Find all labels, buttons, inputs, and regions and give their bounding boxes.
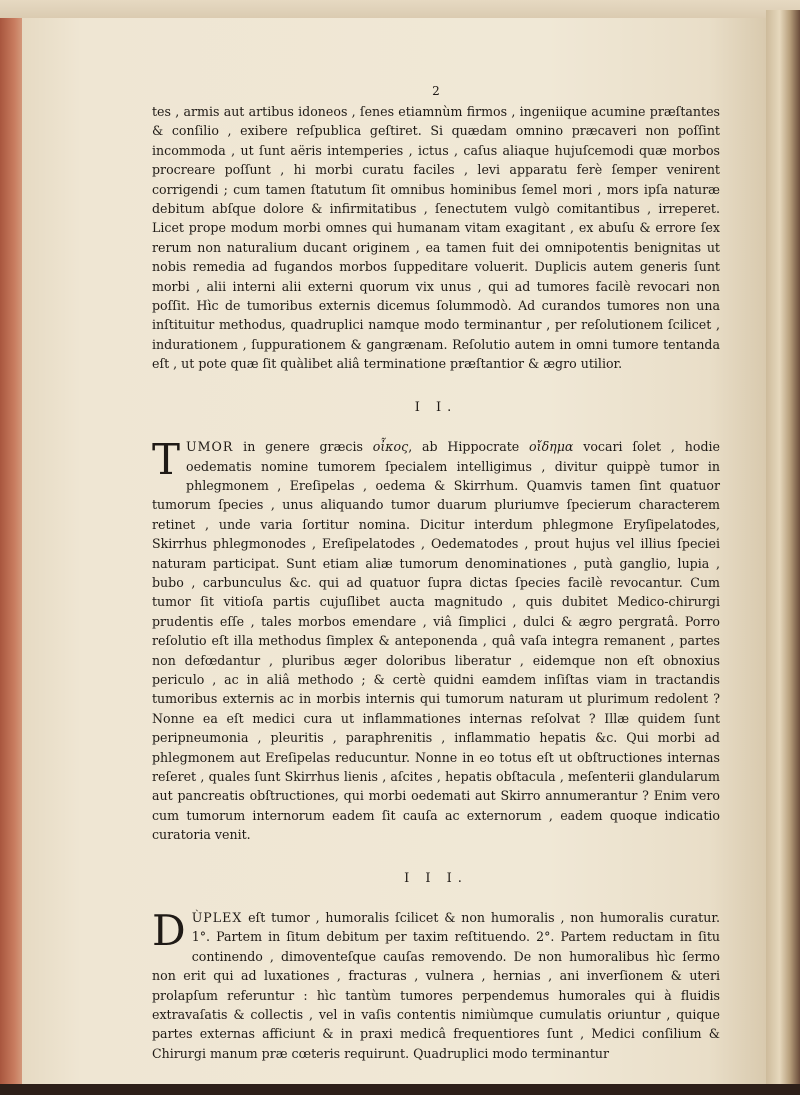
bottom-shadow	[0, 1084, 800, 1095]
page-number: 2	[432, 84, 440, 98]
section-ii-text-b: , ab Hippocrate	[408, 439, 530, 455]
section-iii-first-word: ÙPLEX	[191, 910, 243, 926]
greek-word-oikos: οἶκος	[372, 439, 409, 455]
section-ii-text-a: in genere græcis	[233, 439, 373, 455]
section-heading-ii: I I.	[414, 399, 458, 415]
drop-cap-d: D	[152, 906, 186, 956]
opening-paragraph: tes , armis aut artibus idoneos , ſenes etiamnùm firmos , ingeniique acumine præſtantes & conſilio , exibere reſpublica geſtiret. Si quædam omnino præcaveri non poſſint incommoda , ut ſunt aëris intemperies , ictus , caſus aliaque hujuſcemodi quæ morbos procreare poſſunt , hi morbi curatu faciles , levi apparatu ferè ſemper venirent corrigendi ; cum tamen ſtatutum ſit omnibus hominibus ſemel mori , mors ipſa naturæ debitum abſque dolore & infirmitatibus , ſenectutem vulgò comitantibus , irreperet. Licet prope modum morbi omnes qui humanam vitam exagitant , ex abuſu & errore ſex rerum non naturalium ducant originem , ea tamen fuit dei omnipotentis benignitas ut nobis remedia ad fugandos morbos ſuppeditare voluerit. Duplicis autem generis ſunt morbi , alii interni alii externi quorum vix unus , qui ad tumores facilè revocari non poſſit. Hìc de tumoribus externis dicemus ſolummodò. Ad curandos tumores non una inſtituitur methodus, quadruplici namque modo terminantur , per reſolutionem ſcilicet , indurationem , ſuppurationem & gangrænam. Reſolutio autem in omni tumore tentanda eſt , ut pote quæ ſit quàlibet aliâ terminatione præſtantior & ægro utilior.	[152, 104, 720, 372]
section-ii-paragraph	[152, 437, 720, 845]
page-stack-edge	[766, 10, 800, 1090]
section-iii-paragraph	[152, 908, 720, 1063]
section-iii-text: eſt tumor , humoralis ſcilicet & non humoralis , non humoralis curatur. 1°. Partem in ſitum debitum per taxim reſtituendo. 2°. Partem reductam in ſitu continendo , dimoventeſque cauſas removendo. De non humoralibus hìc ſermo non erit qui ad luxationes , fracturas , vulnera , hernias , ani inverſionem & uteri prolapſum referuntur : hìc tantùm tumores perpendemus humorales qui à fluidis extravaſatis & collectis , vel in vaſis contentis nimiùmque cumulatis oriuntur , quique partes externas afficiunt & in praxi medicâ frequentiores ſunt , Medici conſilium & Chirurgi manum præ cœteris requirunt. Quadruplici modo terminantur	[152, 910, 720, 1061]
section-ii-text-c: vocari ſolet , hodie oedematis nomine tumorem ſpecialem intelligimus , divitur quippè tumor in phlegmonem , Ereſipelas , oedema & Skirrhum. Quamvis tamen ſint quatuor tumorum ſpecies , unus aliquando tumor duarum pluriumve ſpecierum characterem retinet , unde varia ſortitur nomina. Dicitur interdum phlegmone Eryſipelatodes, Skirrhus phlegmonodes , Ereſipelatodes , Oedematodes , prout hujus vel illius ſpeciei naturam participat. Sunt etiam aliæ tumorum denominationes , putà ganglio, lupia , bubo , carbunculus &c. qui ad quatuor ſupra dictas ſpecies facilè revocantur. Cum tumor ſit vitioſa partis cujuſlibet aucta magnitudo , quis dubitet Medico-chirurgi prudentis eſſe , tales morbos emendare , viâ ſimplici , dulci & ægro pergratâ. Porro reſolutio eſt illa methodus ſimplex & anteponenda , quâ vaſa integra remanent , partes non defœdantur , pluribus æger doloribus liberatur , eidemque non eſt obnoxius periculo , ac in aliâ methodo ; & certè quidni eamdem inſiſtas viam in tractandis tumoribus externis ac in morbis internis qui tumorum naturam ut plurimum redolent ? Nonne ea eſt medici cura ut inflammationes internas reſolvat ? Illæ quidem ſunt peripneumonia , pleuritis , paraphrenitis , inflammatio hepatis &c. Qui morbi ad phlegmonem aut Ereſipelas reducuntur. Nonne in eo totus eſt ut obſtructiones internas reſeret , quales ſunt Skirrhus lienis , aſcites , hepatis obſtacula , meſenterii glandularum aut pancreatis obſtructiones, qui morbi oedemati aut Skirro annumerantur ? Enim vero cum tumorum internorum eadem ſit cauſa ac externorum , eadem quoque indicatio curatoria venit.	[152, 439, 720, 843]
greek-word-oidema: οἴδημα	[529, 439, 574, 455]
drop-cap-t: T	[152, 435, 181, 485]
page-text-block	[152, 84, 720, 1063]
section-ii-first-word: UMOR	[186, 439, 234, 455]
section-heading-iii: I I I.	[404, 870, 468, 886]
